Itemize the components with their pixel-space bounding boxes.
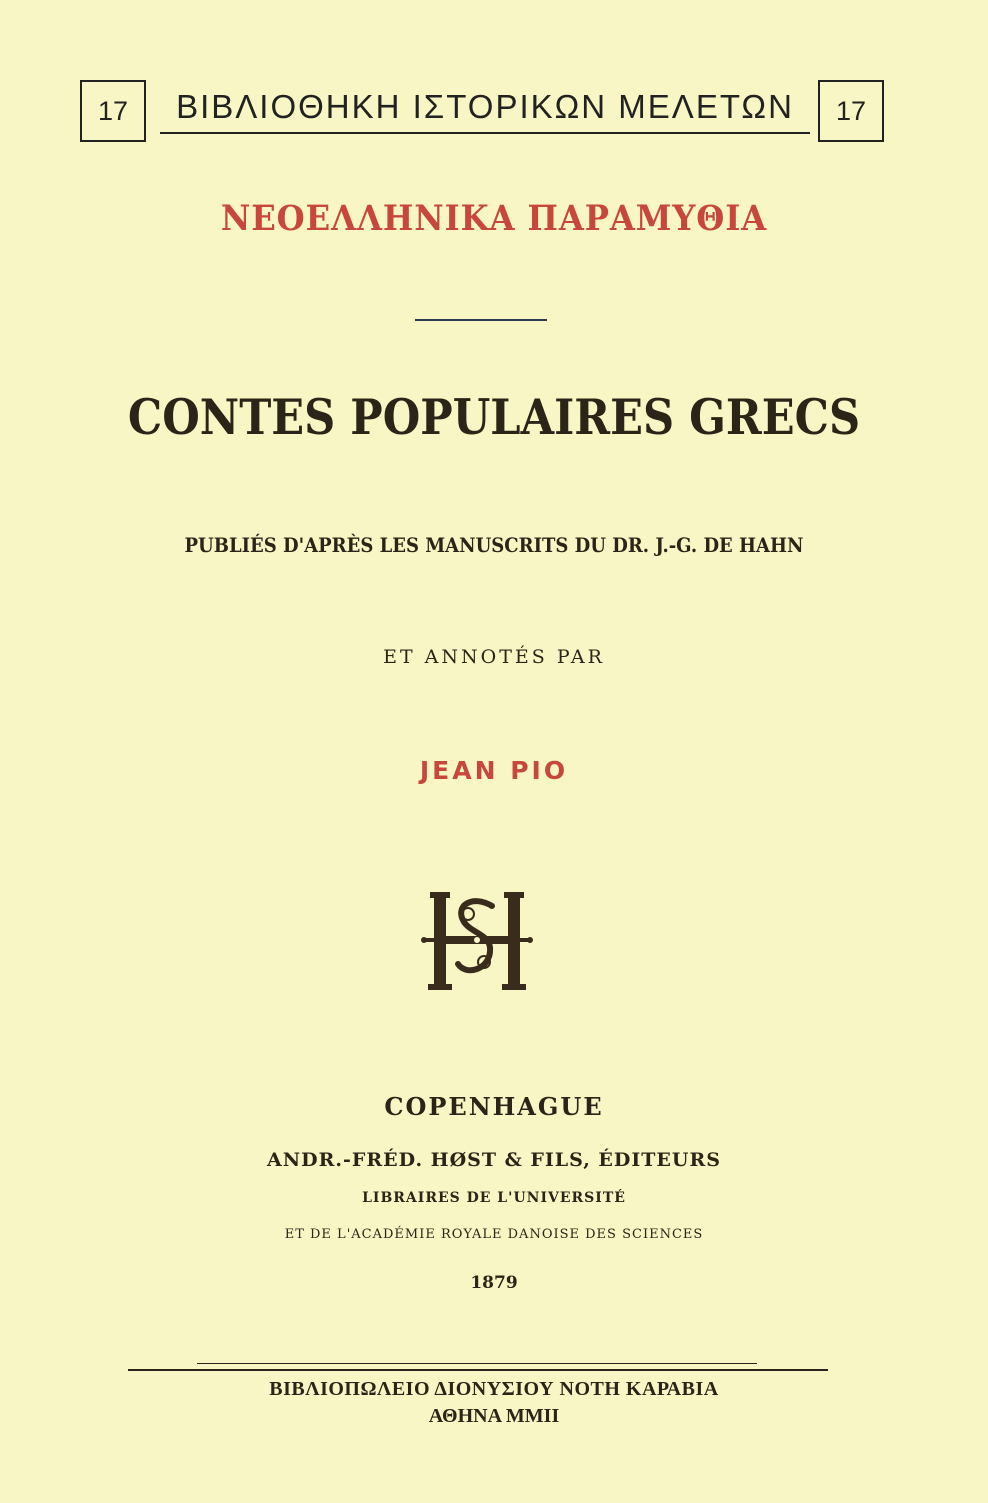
footer-rule-lower [128,1369,828,1371]
imprint-city: COPENHAGUE [384,1092,604,1121]
series-number-right [818,80,884,142]
greek-title: ΝΕΟΕΛΛΗΝΙΚΑ ΠΑΡΑΜΥΘΙΑ [220,198,768,239]
annotated-by-label: ET ANNOTÉS PAR [383,646,605,668]
series-number-right-text: 17 [835,95,867,126]
imprint-academy: ET DE L'ACADÉMIE ROYALE DANOISE DES SCIENCES [284,1227,704,1242]
title-divider [415,319,547,321]
series-number-left-text: 17 [97,95,129,126]
author-name: JEAN PIO [419,756,569,785]
subtitle: PUBLIÉS D'APRÈS LES MANUSCRITS DU DR. J.-G. DE HAHN [184,533,804,557]
imprint-library: LIBRAIRES DE L'UNIVERSITÉ [362,1190,626,1206]
main-title: CONTES POPULAIRES GRECS [127,388,861,446]
imprint-year: 1879 [470,1273,518,1293]
reprint-publisher: ΒΙΒΛΙΟΠΩΛΕΙΟ ΔΙΟΝΥΣΙΟΥ ΝΟΤΗ ΚΑΡΑΒΙΑ [269,1378,719,1400]
reprint-place-year: ΑΘΗΝΑ MMII [428,1405,560,1427]
series-number-left [80,80,146,142]
series-title: ΒΙΒΛΙΟΘΗΚΗ ΙΣΤΟΡΙΚΩΝ ΜΕΛΕΤΩΝ [176,88,794,125]
imprint-publisher: ANDR.-FRÉD. HØST & FILS, ÉDITEURS [267,1149,721,1171]
series-rule [160,132,810,134]
footer-rule-upper [197,1363,757,1364]
publisher-monogram-icon [420,888,534,994]
